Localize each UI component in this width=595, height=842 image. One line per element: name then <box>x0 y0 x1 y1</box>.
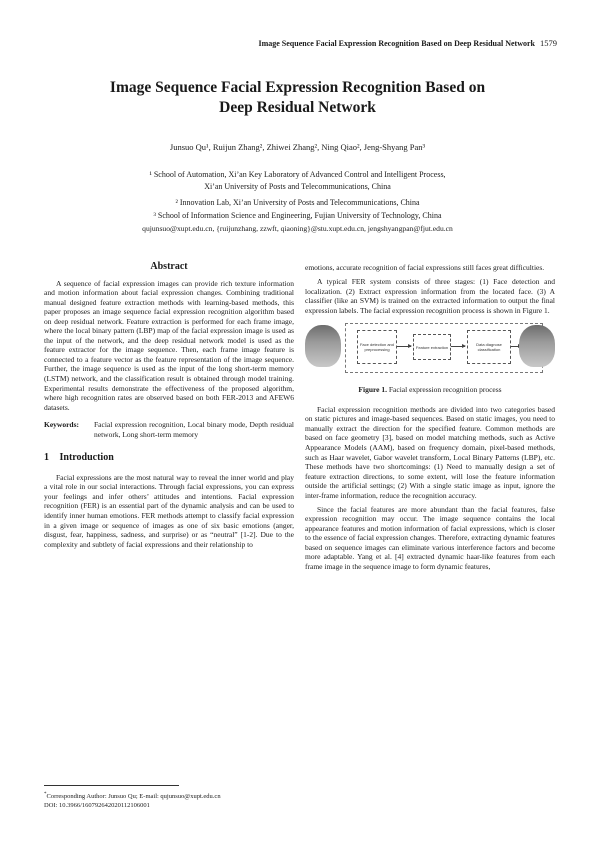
running-title: Image Sequence Facial Expression Recognition Based on Deep Residual Network <box>258 39 535 48</box>
figure-1-caption <box>305 385 555 395</box>
author-list: Junsuo Qu¹, Ruijun Zhang², Zhiwei Zhang², Ning Qiao², Jeng-Shyang Pan³ <box>169 142 426 152</box>
intro-paragraph-1: Facial expressions are the most natural way to reveal the inner world and play a vital role in our social interactions. Through facial expressions, you can express your feelings and infer others’ attitudes and intentions. Facial expression recognition (FER) is an essential part of the dynamic analysis and can be used to identify inner human emotions. FER methods attempt to classify facial expression in a given image or sequence of images as one of six basic emotions (anger, disgust, fear, happiness, sadness, and surprise) or as “neutral” [1-2]. Due to the complexity and subtlety of facial expressions and their relationship to <box>44 472 294 549</box>
caption-label: Figure 1. <box>358 385 388 395</box>
running-header <box>258 38 557 48</box>
footnote-marker: * <box>44 792 47 797</box>
affiliation-2: ² Innovation Lab, Xi’an University of Posts and Telecommunications, China <box>175 198 420 207</box>
affiliation-1a: ¹ School of Automation, Xi’an Key Laboratory of Advanced Control and Intelligent Process, <box>149 170 446 179</box>
input-face-image <box>305 325 341 367</box>
process-box-detection: Face detection and preprocessing <box>357 330 397 364</box>
intro-paragraph-2: A typical FER system consists of three stages: (1) Face detection and localization. (2) Extract expression information from the located face. (3) A classifier (like an SVM) is trained on the extracted information to output the final expression labels. The facial expression recognition process is shown in Figure 1. <box>305 277 555 315</box>
section-title: Introduction <box>59 452 114 464</box>
continued-paragraph: emotions, accurate recognition of facial expressions still faces great difficulties. <box>305 263 545 272</box>
intro-paragraph-3: Facial expression recognition methods are divided into two categories based on static pictures and image-based sequences. Based on static images, you need to manually extract the direction for the specified feature. Common methods are based on face geometry [3], based on model matching methods, such as Active Appearance Models (AAM), based on frequency domain, pixel-based methods, such as Haar wavelet, Gabor wavelet transform, Local Binary Patterns (LBP), etc. These methods have two shortcomings: (1) Need to manually design a set of feature extraction directions, to some extent, will lose the feature information outside the artificial settings; (2) With a single static image as input, ignore the inter-frame information, reduce the recognition accuracy. <box>305 404 555 500</box>
keywords <box>44 420 294 439</box>
intro-paragraph-4: Since the facial features are more abundant than the facial features, false expression recognition may occur. The image sequence contains the local appearance features and motion information of facial expressions, which is closer to the essence of facial expression changes. Therefore, extracting dynamic features based on sequence images can eliminate various interference factors and become more adaptable. Yang et al. [4] extracted dynamic haar-like features from each frame image in the sequence image to form dynamic features, <box>305 504 555 572</box>
figure-1 <box>305 321 555 379</box>
right-column <box>305 263 555 576</box>
section-heading-introduction <box>44 453 294 463</box>
section-number: 1 <box>44 452 49 464</box>
arrow-1 <box>397 346 411 347</box>
keywords-label: Keywords: <box>44 420 79 430</box>
caption-text: Facial expression recognition process <box>388 385 502 395</box>
page-number: 1579 <box>540 38 557 48</box>
footnote <box>44 790 221 810</box>
abstract-heading: Abstract <box>150 261 188 272</box>
title-line-1: Image Sequence Facial Expression Recognition Based on <box>109 79 486 96</box>
corresponding-author: Corresponding Author: Junsuo Qu; E-mail: qujunsuo@xupt.edu.cn <box>46 793 221 801</box>
abstract-text: A sequence of facial expression images can provide rich texture information and motion information about facial expression changes. Combining traditional manual designed feature extraction methods with learning-based methods, this paper proposes an image sequence facial expression recognition algorithm based on deep residual network. Feature extraction is performed for each frame image, where the local binary pattern (LBP) map of the facial expression image is used as the input of the network, and the deep residual network model is used as the feature extractor for the image sequence. Then, each frame image feature is connected to a feature vector as the feature representation of the image sequence. Further, the image sequence is used as the input of the long short-term memory (LSTM) network, and the classification result is obtained through model training. Experimental results demonstrate the effectiveness of the proposed algorithm, where high recognition rates are observed based on both FER-2013 and AFEW6 datasets. <box>44 278 294 412</box>
output-face-image <box>519 325 555 367</box>
footnote-line-1 <box>44 790 221 801</box>
paper-title <box>40 78 555 118</box>
process-box-classification: Data diagnose classification <box>467 330 511 364</box>
affiliation-1b: Xi’an University of Posts and Telecommunications, China <box>204 182 391 191</box>
author-emails: qujunsuo@xupt.edu.cn, {ruijunzhang, zzwft, qiaoning}@stu.xupt.edu.cn, jengshyangpan@fjut.edu.cn <box>142 224 453 233</box>
arrow-2 <box>451 346 465 347</box>
keywords-list: Facial expression recognition, Local binary mode, Depth residual network, Long short-term memory <box>94 420 294 439</box>
title-line-2: Deep Residual Network <box>219 99 376 116</box>
process-box-features: Feature extraction <box>413 334 451 360</box>
left-column <box>44 262 294 554</box>
footnote-rule <box>44 785 179 786</box>
affiliation-3: ³ School of Information Science and Engineering, Fujian University of Technology, China <box>153 211 442 220</box>
footnote-doi: DOI: 10.3966/160792642020112106001 <box>44 802 150 810</box>
